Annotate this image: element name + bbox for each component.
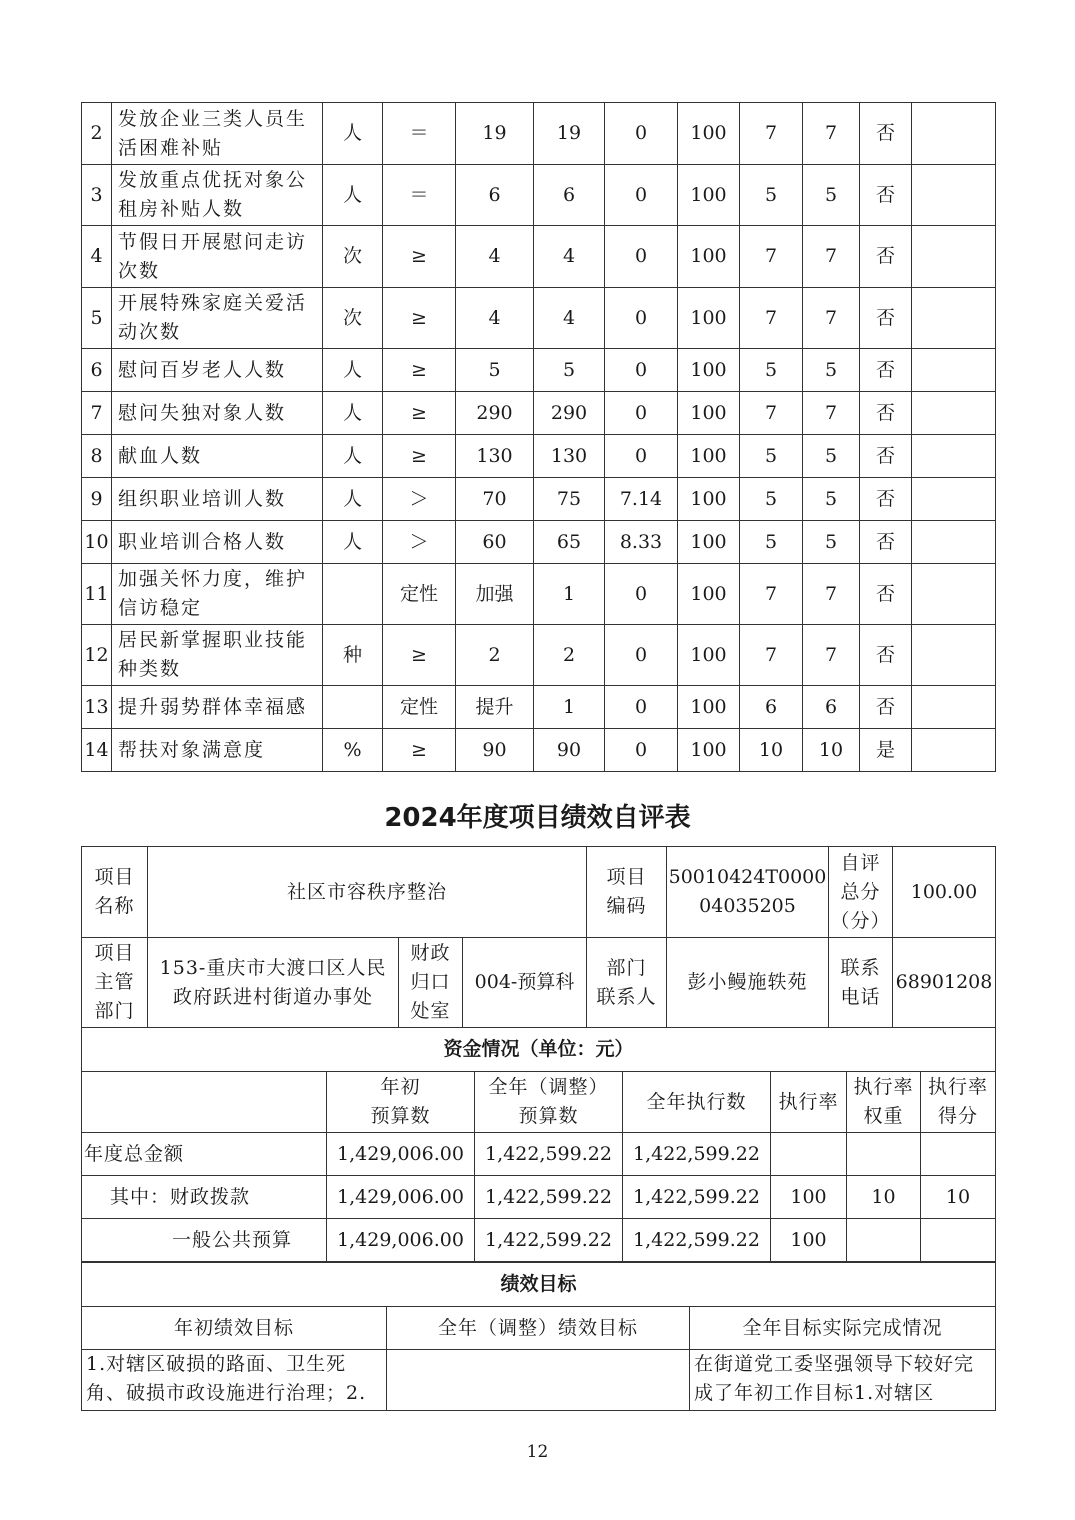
row-number: 5 <box>82 288 112 349</box>
funds-header-executed: 全年执行数 <box>623 1072 771 1133</box>
indicator-actual: 90 <box>534 729 605 772</box>
funds-weight <box>847 1219 921 1262</box>
indicator-remark <box>912 478 996 521</box>
indicator-weight: 5 <box>740 435 803 478</box>
indicator-name: 居民新掌握职业技能种类数 <box>112 625 323 686</box>
indicator-unit: 人 <box>323 435 383 478</box>
indicator-rate: 100 <box>678 625 740 686</box>
indicator-operator: ≥ <box>383 226 456 288</box>
indicator-operator: ≥ <box>383 625 456 686</box>
funds-header-score: 执行率 得分 <box>921 1072 996 1133</box>
funds-row-label: 年度总金额 <box>82 1133 327 1176</box>
indicator-name: 发放重点优抚对象公租房补贴人数 <box>112 165 323 226</box>
phone-label: 联系 电话 <box>829 938 893 1028</box>
funds-rate: 100 <box>771 1219 847 1262</box>
indicator-actual: 6 <box>534 165 605 226</box>
funds-row-label: 一般公共预算 <box>82 1219 327 1262</box>
indicator-score: 7 <box>803 392 860 435</box>
indicator-core-flag: 否 <box>860 435 912 478</box>
indicator-score: 7 <box>803 103 860 165</box>
self-score: 100.00 <box>893 847 996 938</box>
indicator-deviation: 0 <box>605 625 678 686</box>
funds-row-label: 其中：财政拨款 <box>82 1176 327 1219</box>
indicator-operator: ＞ <box>383 521 456 564</box>
indicator-core-flag: 否 <box>860 226 912 288</box>
indicator-core-flag: 否 <box>860 686 912 729</box>
indicator-operator: ≥ <box>383 435 456 478</box>
indicator-row <box>82 435 996 478</box>
row-number: 2 <box>82 103 112 165</box>
indicator-target: 2 <box>456 625 534 686</box>
funds-header-adjusted: 全年（调整） 预算数 <box>475 1072 623 1133</box>
indicator-actual: 5 <box>534 349 605 392</box>
goals-initial-text: 1.对辖区破损的路面、卫生死角、破损市政设施进行治理；2. <box>82 1350 387 1411</box>
indicator-core-flag: 否 <box>860 349 912 392</box>
indicator-unit: 人 <box>323 103 383 165</box>
row-number: 6 <box>82 349 112 392</box>
funds-row <box>82 1133 996 1176</box>
indicator-weight: 7 <box>740 288 803 349</box>
dept-name: 153-重庆市大渡口区人民政府跃进村街道办事处 <box>148 938 399 1028</box>
indicator-rate: 100 <box>678 564 740 625</box>
indicator-rate: 100 <box>678 103 740 165</box>
indicator-row <box>82 521 996 564</box>
indicator-row <box>82 226 996 288</box>
indicator-name: 加强关怀力度，维护信访稳定 <box>112 564 323 625</box>
indicator-weight: 5 <box>740 165 803 226</box>
funds-row <box>82 1219 996 1262</box>
indicator-operator: ≥ <box>383 392 456 435</box>
indicator-remark <box>912 288 996 349</box>
self-score-label: 自评 总分 （分） <box>829 847 893 938</box>
indicator-name: 慰问百岁老人人数 <box>112 349 323 392</box>
finance-office-label: 财政 归口 处室 <box>399 938 463 1028</box>
indicator-weight: 7 <box>740 392 803 435</box>
indicator-table <box>81 102 996 772</box>
indicator-name: 慰问失独对象人数 <box>112 392 323 435</box>
indicator-remark <box>912 564 996 625</box>
indicator-weight: 5 <box>740 478 803 521</box>
row-number: 12 <box>82 625 112 686</box>
funds-initial: 1,429,006.00 <box>327 1219 475 1262</box>
indicator-remark <box>912 435 996 478</box>
funds-score <box>921 1219 996 1262</box>
indicator-score: 5 <box>803 349 860 392</box>
indicator-unit: 人 <box>323 392 383 435</box>
indicator-remark <box>912 521 996 564</box>
indicator-core-flag: 否 <box>860 521 912 564</box>
indicator-remark <box>912 729 996 772</box>
indicator-target: 19 <box>456 103 534 165</box>
funds-adjusted: 1,422,599.22 <box>475 1219 623 1262</box>
indicator-name: 职业培训合格人数 <box>112 521 323 564</box>
dept-label: 项目 主管 部门 <box>82 938 148 1028</box>
funds-row <box>82 1176 996 1219</box>
row-number: 4 <box>82 226 112 288</box>
indicator-actual: 1 <box>534 686 605 729</box>
indicator-weight: 7 <box>740 564 803 625</box>
indicator-operator: ＝ <box>383 165 456 226</box>
indicator-unit: 种 <box>323 625 383 686</box>
indicator-score: 5 <box>803 435 860 478</box>
indicator-row <box>82 478 996 521</box>
goals-col-actual: 全年目标实际完成情况 <box>690 1307 996 1350</box>
indicator-target: 130 <box>456 435 534 478</box>
goals-section-title: 绩效目标 <box>82 1263 996 1307</box>
indicator-actual: 290 <box>534 392 605 435</box>
project-name: 社区市容秩序整治 <box>148 847 587 938</box>
indicator-target: 4 <box>456 288 534 349</box>
funds-rate: 100 <box>771 1176 847 1219</box>
indicator-rate: 100 <box>678 686 740 729</box>
indicator-row <box>82 165 996 226</box>
indicator-actual: 75 <box>534 478 605 521</box>
funds-header-blank <box>82 1072 327 1133</box>
funds-rate <box>771 1133 847 1176</box>
indicator-score: 5 <box>803 165 860 226</box>
indicator-remark <box>912 103 996 165</box>
indicator-rate: 100 <box>678 226 740 288</box>
indicator-core-flag: 否 <box>860 392 912 435</box>
indicator-core-flag: 是 <box>860 729 912 772</box>
contact-label: 部门 联系人 <box>587 938 667 1028</box>
funds-table <box>81 1071 996 1262</box>
indicator-rate: 100 <box>678 521 740 564</box>
indicator-actual: 4 <box>534 226 605 288</box>
indicator-remark <box>912 349 996 392</box>
indicator-weight: 7 <box>740 226 803 288</box>
funds-executed: 1,422,599.22 <box>623 1219 771 1262</box>
indicator-unit: 次 <box>323 288 383 349</box>
indicator-score: 7 <box>803 625 860 686</box>
indicator-target: 6 <box>456 165 534 226</box>
indicator-operator: 定性 <box>383 564 456 625</box>
funds-weight <box>847 1133 921 1176</box>
indicator-target: 290 <box>456 392 534 435</box>
indicator-rate: 100 <box>678 349 740 392</box>
indicator-rate: 100 <box>678 392 740 435</box>
indicator-deviation: 0 <box>605 288 678 349</box>
indicator-row <box>82 392 996 435</box>
indicator-score: 5 <box>803 521 860 564</box>
indicator-score: 6 <box>803 686 860 729</box>
indicator-unit: 次 <box>323 226 383 288</box>
funds-executed: 1,422,599.22 <box>623 1176 771 1219</box>
funds-score: 10 <box>921 1176 996 1219</box>
indicator-deviation: 0 <box>605 435 678 478</box>
indicator-rate: 100 <box>678 435 740 478</box>
indicator-rate: 100 <box>678 729 740 772</box>
funds-weight: 10 <box>847 1176 921 1219</box>
indicator-target: 60 <box>456 521 534 564</box>
row-number: 13 <box>82 686 112 729</box>
row-number: 11 <box>82 564 112 625</box>
row-number: 7 <box>82 392 112 435</box>
goals-adjusted-text <box>387 1350 690 1411</box>
goals-col-initial: 年初绩效目标 <box>82 1307 387 1350</box>
indicator-deviation: 0 <box>605 729 678 772</box>
funds-initial: 1,429,006.00 <box>327 1176 475 1219</box>
row-number: 9 <box>82 478 112 521</box>
indicator-unit: 人 <box>323 165 383 226</box>
indicator-score: 7 <box>803 564 860 625</box>
funds-executed: 1,422,599.22 <box>623 1133 771 1176</box>
indicator-row <box>82 103 996 165</box>
indicator-score: 10 <box>803 729 860 772</box>
funds-score <box>921 1133 996 1176</box>
indicator-row <box>82 625 996 686</box>
funds-adjusted: 1,422,599.22 <box>475 1133 623 1176</box>
indicator-core-flag: 否 <box>860 165 912 226</box>
indicator-deviation: 0 <box>605 392 678 435</box>
funds-initial: 1,429,006.00 <box>327 1133 475 1176</box>
indicator-remark <box>912 625 996 686</box>
funds-header-rate: 执行率 <box>771 1072 847 1133</box>
indicator-weight: 5 <box>740 521 803 564</box>
indicator-weight: 7 <box>740 625 803 686</box>
indicator-unit <box>323 686 383 729</box>
indicator-core-flag: 否 <box>860 103 912 165</box>
indicator-deviation: 0 <box>605 226 678 288</box>
goals-col-adjusted: 全年（调整）绩效目标 <box>387 1307 690 1350</box>
indicator-rate: 100 <box>678 478 740 521</box>
indicator-name: 献血人数 <box>112 435 323 478</box>
indicator-row <box>82 349 996 392</box>
indicator-core-flag: 否 <box>860 478 912 521</box>
row-number: 8 <box>82 435 112 478</box>
indicator-target: 提升 <box>456 686 534 729</box>
indicator-score: 7 <box>803 226 860 288</box>
indicator-core-flag: 否 <box>860 288 912 349</box>
indicator-remark <box>912 226 996 288</box>
indicator-deviation: 8.33 <box>605 521 678 564</box>
project-code-label: 项目 编码 <box>587 847 667 938</box>
row-number: 3 <box>82 165 112 226</box>
indicator-core-flag: 否 <box>860 564 912 625</box>
contact-person: 彭小鳗施轶苑 <box>667 938 829 1028</box>
phone-number: 68901208 <box>893 938 996 1028</box>
row-number: 10 <box>82 521 112 564</box>
indicator-unit: 人 <box>323 349 383 392</box>
finance-office: 004-预算科 <box>463 938 587 1028</box>
indicator-operator: ≥ <box>383 349 456 392</box>
indicator-row <box>82 686 996 729</box>
indicator-weight: 5 <box>740 349 803 392</box>
indicator-core-flag: 否 <box>860 625 912 686</box>
indicator-name: 发放企业三类人员生活困难补贴 <box>112 103 323 165</box>
indicator-remark <box>912 392 996 435</box>
indicator-name: 开展特殊家庭关爱活动次数 <box>112 288 323 349</box>
indicator-actual: 19 <box>534 103 605 165</box>
indicator-remark <box>912 165 996 226</box>
project-name-label: 项目 名称 <box>82 847 148 938</box>
indicator-operator: ≥ <box>383 288 456 349</box>
indicator-deviation: 0 <box>605 103 678 165</box>
indicator-score: 7 <box>803 288 860 349</box>
goals-actual-text: 在街道党工委坚强领导下较好完成了年初工作目标1.对辖区 <box>690 1350 996 1411</box>
indicator-row <box>82 729 996 772</box>
indicator-target: 5 <box>456 349 534 392</box>
indicator-actual: 65 <box>534 521 605 564</box>
form-title: 2024年度项目绩效自评表 <box>384 803 691 833</box>
indicator-row <box>82 564 996 625</box>
indicator-score: 5 <box>803 478 860 521</box>
indicator-deviation: 0 <box>605 165 678 226</box>
indicator-operator: ＝ <box>383 103 456 165</box>
funds-header-initial: 年初 预算数 <box>327 1072 475 1133</box>
goals-table <box>81 1262 996 1411</box>
indicator-remark <box>912 686 996 729</box>
indicator-deviation: 0 <box>605 349 678 392</box>
indicator-name: 帮扶对象满意度 <box>112 729 323 772</box>
indicator-operator: ＞ <box>383 478 456 521</box>
indicator-unit: % <box>323 729 383 772</box>
project-code: 50010424T0000 04035205 <box>667 847 829 938</box>
project-info-table <box>81 846 996 1072</box>
funds-header-weight: 执行率 权重 <box>847 1072 921 1133</box>
funds-section-title: 资金情况（单位：元） <box>82 1028 996 1072</box>
indicator-name: 节假日开展慰问走访次数 <box>112 226 323 288</box>
indicator-weight: 7 <box>740 103 803 165</box>
indicator-deviation: 0 <box>605 564 678 625</box>
indicator-rate: 100 <box>678 165 740 226</box>
funds-adjusted: 1,422,599.22 <box>475 1176 623 1219</box>
indicator-unit: 人 <box>323 521 383 564</box>
indicator-operator: 定性 <box>383 686 456 729</box>
indicator-operator: ≥ <box>383 729 456 772</box>
indicator-rate: 100 <box>678 288 740 349</box>
indicator-deviation: 0 <box>605 686 678 729</box>
indicator-unit <box>323 564 383 625</box>
indicator-target: 70 <box>456 478 534 521</box>
row-number: 14 <box>82 729 112 772</box>
indicator-actual: 130 <box>534 435 605 478</box>
page-number: 12 <box>526 1442 549 1462</box>
indicator-weight: 6 <box>740 686 803 729</box>
indicator-deviation: 7.14 <box>605 478 678 521</box>
indicator-actual: 1 <box>534 564 605 625</box>
indicator-weight: 10 <box>740 729 803 772</box>
indicator-target: 加强 <box>456 564 534 625</box>
indicator-row <box>82 288 996 349</box>
indicator-target: 90 <box>456 729 534 772</box>
indicator-name: 提升弱势群体幸福感 <box>112 686 323 729</box>
indicator-actual: 2 <box>534 625 605 686</box>
indicator-unit: 人 <box>323 478 383 521</box>
indicator-actual: 4 <box>534 288 605 349</box>
indicator-name: 组织职业培训人数 <box>112 478 323 521</box>
indicator-target: 4 <box>456 226 534 288</box>
